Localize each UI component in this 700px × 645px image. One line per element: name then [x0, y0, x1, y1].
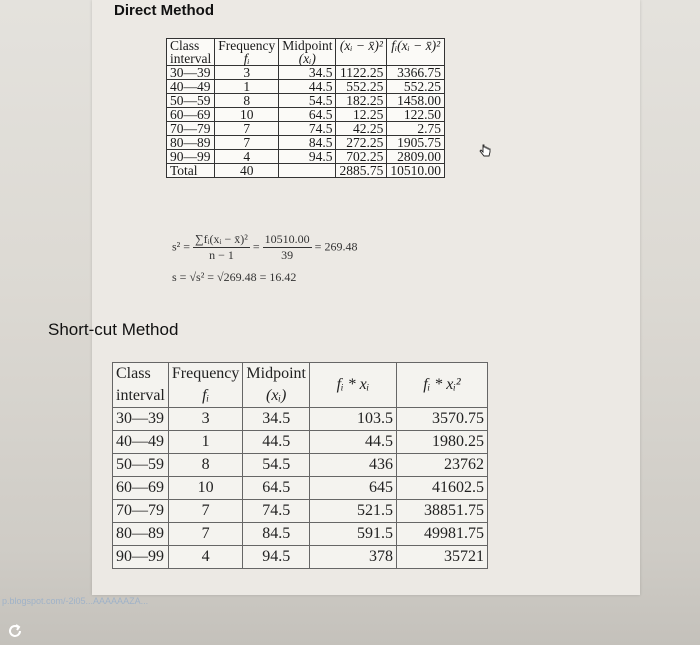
header-squared-deviation: (xᵢ − x̄)² [336, 39, 387, 66]
cell-m: 54.5 [279, 94, 336, 108]
cell-fx: 521.5 [309, 500, 396, 523]
direct-method-table [166, 38, 445, 178]
cell-fx2: 35721 [396, 546, 487, 569]
cell-m: 94.5 [243, 546, 310, 569]
table-header-row [113, 363, 488, 408]
cell-f: 7 [215, 136, 279, 150]
cell-m: 34.5 [243, 408, 310, 431]
table-row [167, 108, 445, 122]
std-dev-formula: s = √s² = √269.48 = 16.42 [172, 270, 297, 284]
header-f-times-x-squared: fᵢ * xᵢ² [396, 363, 487, 408]
cell-m: 34.5 [279, 66, 336, 80]
cell-f: 3 [215, 66, 279, 80]
header-frequency: Frequency fᵢ [168, 363, 243, 408]
header-f-times-x: fᵢ * xᵢ [309, 363, 396, 408]
cell-f: 7 [168, 523, 243, 546]
total-midpoint [279, 164, 336, 178]
table-row [167, 80, 445, 94]
cell-f: 8 [168, 454, 243, 477]
header-midpoint: Midpoint (xᵢ) [279, 39, 336, 66]
cell-f: 1 [168, 431, 243, 454]
table-row [113, 546, 488, 569]
cell-d: 1122.25 [336, 66, 387, 80]
cell-cls: 90—99 [167, 150, 215, 164]
table-row [113, 431, 488, 454]
cell-f: 4 [215, 150, 279, 164]
cell-d: 702.25 [336, 150, 387, 164]
cell-fx: 436 [309, 454, 396, 477]
cell-fd: 122.50 [387, 108, 445, 122]
cell-cls: 80—89 [113, 523, 169, 546]
table-row [113, 500, 488, 523]
cell-d: 12.25 [336, 108, 387, 122]
cell-cls: 40—49 [113, 431, 169, 454]
cell-m: 44.5 [279, 80, 336, 94]
cell-m: 44.5 [243, 431, 310, 454]
cell-cls: 40—49 [167, 80, 215, 94]
cell-fx: 591.5 [309, 523, 396, 546]
watermark-url: p.blogspot.com/-2i05...AAAAAAZA... [2, 596, 149, 606]
cell-m: 84.5 [279, 136, 336, 150]
cell-f: 7 [215, 122, 279, 136]
cell-fd: 1905.75 [387, 136, 445, 150]
table-row [167, 136, 445, 150]
table-row [167, 94, 445, 108]
cell-cls: 80—89 [167, 136, 215, 150]
variance-formula: s² = $\frac{\text{∑fᵢ(xᵢ − x̄)²}}{n - 1}$ = $\frac{10510.00}{39}$ = 269.48 [172, 232, 358, 262]
variance-lhs: s² = [172, 239, 191, 254]
cell-fd: 3366.75 [387, 66, 445, 80]
header-class-interval: Class interval [113, 363, 169, 408]
shortcut-method-title: Short-cut Method [48, 320, 179, 339]
cell-cls: 70—79 [113, 500, 169, 523]
cell-m: 94.5 [279, 150, 336, 164]
cell-fx2: 38851.75 [396, 500, 487, 523]
cell-fx2: 49981.75 [396, 523, 487, 546]
cell-m: 54.5 [243, 454, 310, 477]
shortcut-method-table [112, 362, 488, 569]
cell-fx: 378 [309, 546, 396, 569]
cell-fx2: 3570.75 [396, 408, 487, 431]
header-weighted-squared-deviation: fᵢ(xᵢ − x̄)² [387, 39, 445, 66]
cell-m: 74.5 [243, 500, 310, 523]
cell-fd: 2.75 [387, 122, 445, 136]
cell-cls: 30—39 [167, 66, 215, 80]
refresh-icon [6, 622, 24, 640]
cell-fd: 552.25 [387, 80, 445, 94]
variance-value-fraction: $\frac{10510.00}{39}$ [264, 232, 310, 262]
table-row [167, 66, 445, 80]
direct-method-title: Direct Method [114, 2, 215, 19]
header-frequency: Frequency fᵢ [215, 39, 279, 66]
variance-result: = 269.48 [314, 239, 358, 254]
cell-fx2: 41602.5 [396, 477, 487, 500]
cell-f: 4 [168, 546, 243, 569]
total-row [167, 164, 445, 178]
cell-f: 1 [215, 80, 279, 94]
cell-m: 64.5 [243, 477, 310, 500]
header-midpoint: Midpoint (xᵢ) [243, 363, 310, 408]
variance-fraction: $\frac{\text{∑fᵢ(xᵢ − x̄)²}}{n - 1}$ [195, 232, 248, 262]
cell-d: 182.25 [336, 94, 387, 108]
total-label: Total [167, 164, 215, 178]
cell-d: 42.25 [336, 122, 387, 136]
table-row [167, 122, 445, 136]
table-row [113, 454, 488, 477]
total-weighted-squared-deviation: 10510.00 [387, 164, 445, 178]
cell-f: 3 [168, 408, 243, 431]
cell-fx: 645 [309, 477, 396, 500]
cell-fx2: 1980.25 [396, 431, 487, 454]
cell-m: 84.5 [243, 523, 310, 546]
cell-f: 8 [215, 94, 279, 108]
cell-d: 272.25 [336, 136, 387, 150]
cell-m: 74.5 [279, 122, 336, 136]
total-frequency: 40 [215, 164, 279, 178]
cell-fd: 1458.00 [387, 94, 445, 108]
cell-cls: 50—59 [167, 94, 215, 108]
cell-f: 7 [168, 500, 243, 523]
cell-fx2: 23762 [396, 454, 487, 477]
cell-f: 10 [215, 108, 279, 122]
table-row [113, 523, 488, 546]
cell-cls: 70—79 [167, 122, 215, 136]
cell-f: 10 [168, 477, 243, 500]
cell-cls: 60—69 [113, 477, 169, 500]
table-row [113, 408, 488, 431]
table-row [113, 477, 488, 500]
cell-m: 64.5 [279, 108, 336, 122]
cell-fx: 44.5 [309, 431, 396, 454]
cell-cls: 30—39 [113, 408, 169, 431]
cell-cls: 90—99 [113, 546, 169, 569]
cell-d: 552.25 [336, 80, 387, 94]
cell-cls: 60—69 [167, 108, 215, 122]
cell-cls: 50—59 [113, 454, 169, 477]
total-squared-deviation: 2885.75 [336, 164, 387, 178]
header-class-interval: Class interval [167, 39, 215, 66]
table-row [167, 150, 445, 164]
table-header-row [167, 39, 445, 66]
hand-cursor-icon [478, 144, 492, 158]
cell-fd: 2809.00 [387, 150, 445, 164]
cell-fx: 103.5 [309, 408, 396, 431]
